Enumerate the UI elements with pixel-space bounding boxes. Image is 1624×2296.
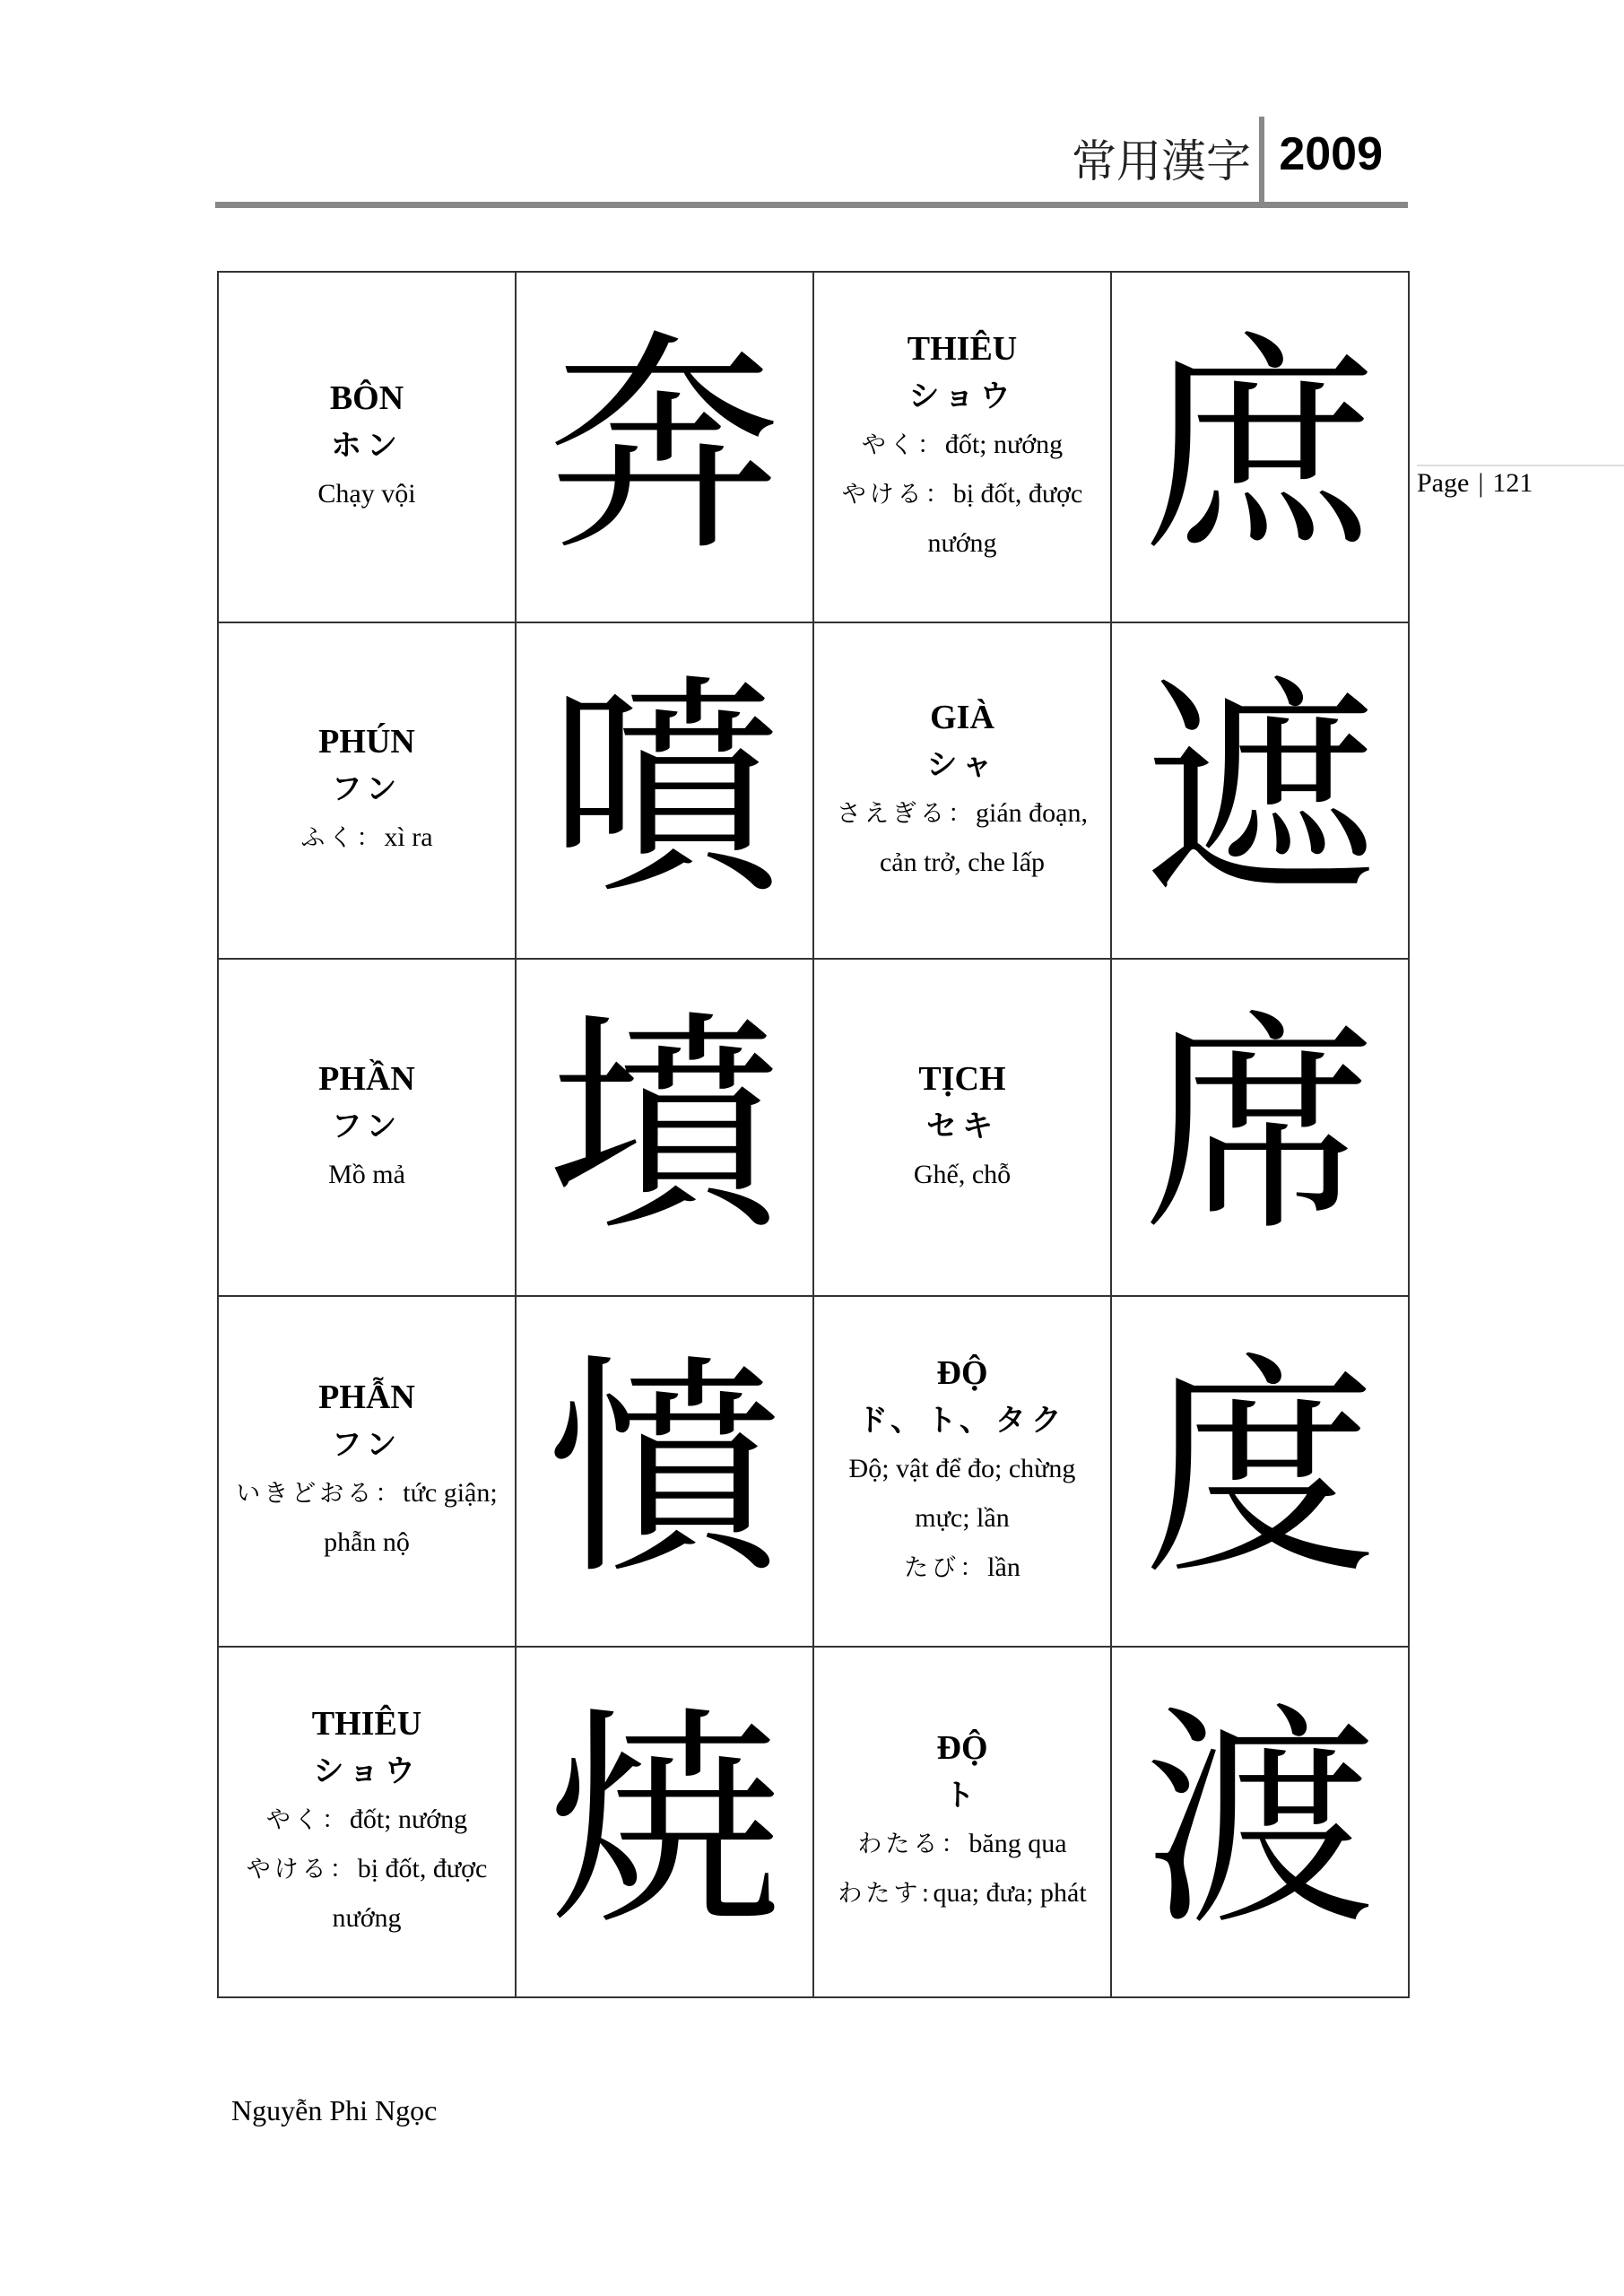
kanji-meaning-line: [219, 1845, 515, 1894]
meaning-text: Ghế, chỗ: [913, 1159, 1012, 1189]
meaning-kana: やける：: [841, 481, 953, 509]
header-year: 2009: [1279, 128, 1383, 180]
meaning-text: lần: [987, 1552, 1020, 1582]
kanji-info-cell: [813, 1647, 1111, 1997]
kanji-reading: フン: [331, 1108, 403, 1144]
table-row: [218, 272, 1409, 622]
kanji-meaning-line: [814, 470, 1110, 519]
meaning-text: Mồ mả: [328, 1159, 405, 1189]
kanji-reading: フン: [331, 771, 403, 808]
kanji-meaning-line: [814, 839, 1110, 888]
meaning-text: đốt; nướng: [349, 1804, 468, 1834]
meaning-kana: たび：: [904, 1553, 988, 1582]
kanji-name: PHÚN: [318, 723, 415, 761]
kanji-meaning-line: [814, 1445, 1110, 1494]
meaning-kana: わたす:: [838, 1880, 934, 1909]
table-row: [218, 1647, 1409, 1997]
kanji-glyph: 墳: [516, 959, 813, 1295]
kanji-info-cell: [218, 272, 516, 622]
kanji-reading: シャ: [926, 746, 998, 783]
kanji-meaning-line: [219, 470, 515, 519]
kanji-glyph: 噴: [516, 622, 813, 959]
table-row: [218, 622, 1409, 959]
kanji-info-cell: [813, 272, 1111, 622]
meaning-kana: やく：: [861, 431, 945, 460]
kanji-glyph: 奔: [516, 272, 813, 622]
header-title: 常用漢字: [1072, 135, 1251, 187]
kanji-reading: セキ: [926, 1108, 998, 1144]
kanji-glyph: 庶: [1111, 272, 1409, 622]
kanji-meaning-line: [814, 1820, 1110, 1869]
kanji-name: BÔN: [329, 379, 404, 418]
kanji-meaning-line: [219, 1469, 515, 1518]
kanji-glyph: 憤: [516, 1296, 813, 1647]
kanji-reading: ショウ: [313, 1752, 421, 1789]
kanji-info-cell: [218, 1647, 516, 1997]
page-header: [215, 117, 1408, 208]
kanji-reading: ホン: [331, 428, 403, 465]
kanji-meaning-line: [814, 421, 1110, 470]
meaning-text: nướng: [332, 1902, 402, 1933]
kanji-reading: ト: [944, 1778, 980, 1814]
kanji-meaning-line: [219, 813, 515, 863]
kanji-meaning-line: [219, 1894, 515, 1944]
kanji-info-cell: [218, 959, 516, 1295]
meaning-text: cản trở, che lấp: [879, 847, 1046, 877]
kanji-meaning-line: [219, 1796, 515, 1845]
kanji-glyph: 渡: [1111, 1647, 1409, 1997]
meaning-text: nướng: [927, 528, 997, 559]
meaning-text: gián đoạn,: [976, 797, 1088, 828]
meaning-text: Chạy vội: [317, 479, 416, 509]
meaning-text: bị đốt, được: [952, 479, 1083, 509]
kanji-reading: ショウ: [908, 378, 1016, 415]
kanji-name: PHẦN: [318, 1059, 415, 1098]
meaning-kana: やく：: [265, 1805, 350, 1834]
page-number-value: 121: [1492, 468, 1533, 498]
kanji-meaning-line: [219, 1151, 515, 1200]
meaning-text: đốt; nướng: [944, 430, 1064, 460]
kanji-glyph: 席: [1111, 959, 1409, 1295]
table-row: [218, 1296, 1409, 1647]
kanji-meaning-line: [814, 1544, 1110, 1593]
meaning-text: tức giận;: [403, 1478, 498, 1509]
kanji-glyph: 焼: [516, 1647, 813, 1997]
meaning-kana: さえぎる：: [837, 799, 977, 828]
page-number: [1417, 465, 1624, 504]
meaning-kana: ふく：: [300, 824, 385, 853]
kanji-name: THIÊU: [907, 330, 1018, 369]
kanji-meaning-line: [814, 519, 1110, 569]
meaning-text: xì ra: [384, 822, 433, 853]
kanji-name: ĐỘ: [936, 1729, 988, 1768]
kanji-info-cell: [813, 622, 1111, 959]
kanji-info-cell: [813, 959, 1111, 1295]
meaning-kana: いきどおる：: [236, 1480, 404, 1509]
kanji-info-cell: [218, 622, 516, 959]
meaning-text: qua; đưa; phát: [933, 1878, 1087, 1909]
kanji-meaning-line: [814, 1869, 1110, 1918]
meaning-text: băng qua: [968, 1829, 1067, 1859]
kanji-meaning-line: [814, 1151, 1110, 1200]
kanji-reading: ド、ト、タク: [857, 1402, 1067, 1439]
kanji-info-cell: [813, 1296, 1111, 1647]
kanji-name: TỊCH: [918, 1059, 1006, 1098]
kanji-name: ĐỘ: [936, 1353, 988, 1392]
kanji-glyph: 度: [1111, 1296, 1409, 1647]
kanji-name: GIÀ: [930, 698, 994, 736]
kanji-reading: フン: [331, 1427, 403, 1464]
meaning-text: phẫn nộ: [324, 1527, 410, 1558]
meaning-kana: やける：: [246, 1855, 358, 1883]
kanji-meaning-line: [219, 1518, 515, 1568]
meaning-text: mực; lần: [915, 1502, 1010, 1533]
kanji-meaning-line: [814, 789, 1110, 839]
meaning-kana: わたる：: [857, 1831, 969, 1859]
kanji-meaning-line: [814, 1494, 1110, 1544]
header-divider: [1259, 117, 1264, 202]
kanji-info-cell: [218, 1296, 516, 1647]
kanji-name: THIÊU: [311, 1704, 422, 1743]
meaning-text: bị đốt, được: [357, 1853, 488, 1883]
kanji-table: [217, 271, 1410, 1998]
footer-author: Nguyễn Phi Ngọc: [231, 2094, 438, 2126]
page-label: Page: [1417, 468, 1470, 498]
kanji-glyph: 遮: [1111, 622, 1409, 959]
meaning-text: Độ; vật để đo; chừng: [848, 1453, 1076, 1483]
table-row: [218, 959, 1409, 1295]
kanji-name: PHẪN: [318, 1378, 415, 1417]
page-separator: |: [1478, 468, 1484, 498]
